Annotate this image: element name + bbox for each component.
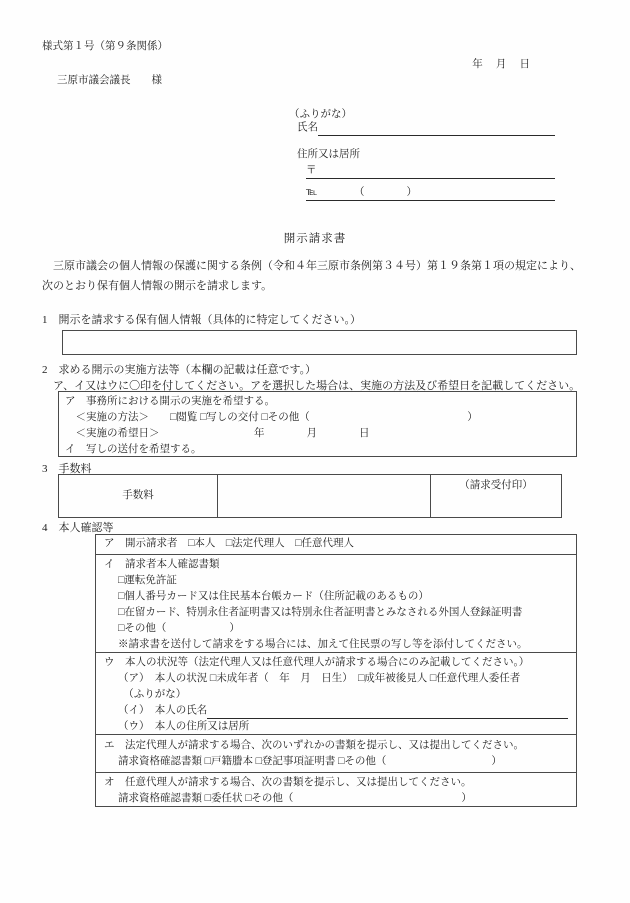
s4-principal-address-label: （ウ） 本人の住所又は居所 [118,721,250,732]
document-title: 開示請求書 [283,233,347,245]
name-underline [318,120,555,136]
s4-principal-name-label: （イ） 本人の氏名 [118,705,208,716]
s4-id-doc-other: □その他（ ） [118,623,240,634]
addressee: 三原市議会議長 様 [57,75,162,86]
receipt-stamp-cell: （請求受付印） [459,480,533,491]
s2-desired-date-line: ＜実施の希望日＞ 年 月 日 [65,428,370,439]
s3-heading: 3 手数料 [42,463,92,475]
s4-id-doc-license: □運転免許証 [118,575,177,586]
s4-row-requester [96,535,576,554]
s2-method-box [58,391,577,457]
s4-principal-name-field [118,703,568,719]
fee-value-cell [218,475,431,517]
s4-row-principal-status [96,652,576,734]
s4-id-docs-title: イ 請求者本人確認書類 [104,559,220,570]
s4-id-docs-note: ※請求書を送付して請求をする場合には、加えて住民票の写し等を添付してください。 [118,639,528,650]
s2-option-a: ア 事務所における開示の実施を希望する。 [65,396,275,407]
s4-status-furigana-label: （ふりがな） [118,689,187,700]
s4-legal-rep-title: エ 法定代理人が請求する場合、次のいずれかの書類を提示し、又は提出してください。 [104,740,524,751]
name-label: 氏名 [297,122,318,133]
postal-code-field: 〒 [306,163,555,179]
s4-voluntary-rep-docs: 請求資格確認書類 □委任状 □その他（ ） [118,793,472,804]
s4-id-doc-mynumber: □個人番号カード又は住民基本台帳カード（住所記載のあるもの） [118,591,429,602]
s4-id-doc-residence-card: □在留カード、特別永住者証明書又は特別永住者証明書とみなされる外国人登録証明書 [118,607,523,618]
s4-row-id-documents [96,554,576,652]
s4-identity-box [95,534,577,807]
name-field [297,120,555,136]
s1-request-target-box [62,330,577,355]
s4-row-voluntary-representative [96,772,576,806]
s4-heading: 4 本人確認等 [42,522,114,534]
fee-label-cell: 手数料 [59,475,218,517]
date-line: 年 月 日 [472,59,530,70]
s2-method-line: ＜実施の方法＞ □閲覧 □写しの交付 □その他（ ） [65,412,478,423]
s4-principal-name-underline [207,703,568,719]
telephone-field: ℡ （ ） [306,185,555,201]
form-number: 様式第１号（第９条関係） [42,41,168,52]
s4-principal-address-underline [249,719,568,734]
s4-row-legal-representative [96,734,576,772]
s1-heading: 1 開示を請求する保有個人情報（具体的に特定してください。） [42,314,361,326]
s4-status-title: ウ 本人の状況等（法定代理人又は任意代理人が請求する場合にのみ記載してください。） [104,657,530,668]
s4-legal-rep-docs: 請求資格確認書類 □戸籍謄本 □登記事項証明書 □その他（ ） [118,756,502,767]
s4-status-options: （ア） 本人の状況 □未成年者（ 年 月 日生） □成年被後見人 □任意代理人委任者 [118,673,521,684]
intro-line-2: 次のとおり保有個人情報の開示を請求します。 [42,280,273,292]
fee-table [58,474,562,518]
s2-heading: 2 求める開示の実施方法等（本欄の記載は任意です。） [42,364,317,376]
s4-principal-address-field [118,719,568,734]
s2-option-i: イ 写しの送付を希望する。 [65,444,202,455]
s2-note: ア、イ又はウに〇印を付してください。アを選択した場合は、実施の方法及び希望日を記載してください。 [53,380,581,392]
s4-voluntary-rep-title: オ 任意代理人が請求する場合、次の書類を提示し、又は提出してください。 [104,777,472,788]
address-label: 住所又は居所 [297,149,360,160]
s4-requester-line: ア 開示請求者 □本人 □法定代理人 □任意代理人 [104,538,355,549]
furigana-label: （ふりがな） [289,109,352,120]
intro-line-1: 三原市議会の個人情報の保護に関する条例（令和４年三原市条例第３４号）第１９条第１項の規定により、 [42,260,581,272]
